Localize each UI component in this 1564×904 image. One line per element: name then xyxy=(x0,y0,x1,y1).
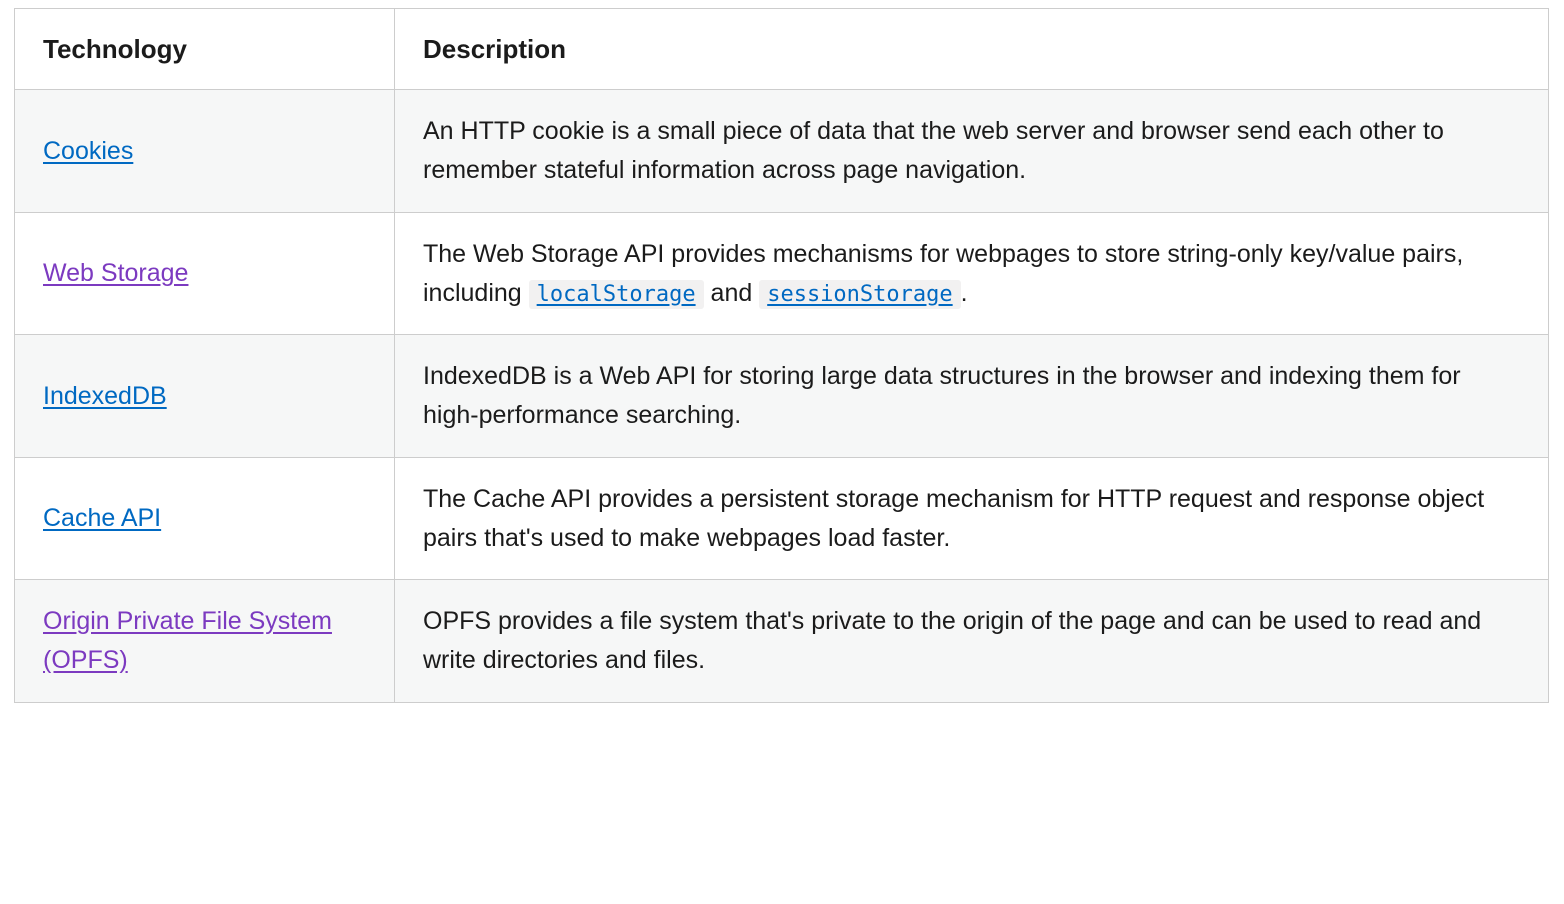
link-cookies[interactable]: Cookies xyxy=(43,136,134,165)
table-row xyxy=(15,335,1549,458)
storage-technologies-table xyxy=(14,8,1549,703)
table-header-row xyxy=(15,9,1549,90)
table-body xyxy=(15,90,1549,703)
link-cache-api[interactable]: Cache API xyxy=(43,504,162,533)
cell-technology xyxy=(15,212,395,335)
cell-description xyxy=(395,457,1549,580)
table-row xyxy=(15,580,1549,703)
table-row xyxy=(15,90,1549,213)
link-origin-private-file-system[interactable]: Origin Private File System (OPFS) xyxy=(43,607,332,675)
link-web-storage[interactable]: Web Storage xyxy=(43,259,189,288)
description-text: IndexedDB is a Web API for storing large data structures in the browser and indexing them for high-performance searching. xyxy=(423,362,1461,430)
cell-technology xyxy=(15,457,395,580)
cell-technology xyxy=(15,90,395,213)
description-segment: . xyxy=(960,278,968,307)
description-text: An HTTP cookie is a small piece of data that the web server and browser send each other to remember stateful information across page navigation. xyxy=(423,117,1444,185)
cell-description xyxy=(395,335,1549,458)
cell-description xyxy=(395,90,1549,213)
cell-description xyxy=(395,580,1549,703)
description-text xyxy=(423,235,1520,313)
column-header-description: Description xyxy=(395,9,1549,90)
description-text: The Cache API provides a persistent storage mechanism for HTTP request and response object pairs that's used to make webpages load faster. xyxy=(423,484,1485,552)
table-row xyxy=(15,457,1549,580)
column-header-technology: Technology xyxy=(15,9,395,90)
description-segment: and xyxy=(703,278,760,307)
description-text: OPFS provides a file system that's private to the origin of the page and can be used to read and write directories and files. xyxy=(423,607,1482,675)
cell-technology xyxy=(15,580,395,703)
code-sessionstorage[interactable]: sessionStorage xyxy=(759,280,960,309)
description-segment: The Web Storage API provides mechanisms for webpages to store string-only key/value pairs, including xyxy=(423,239,1464,307)
cell-technology xyxy=(15,335,395,458)
code-localstorage[interactable]: localStorage xyxy=(529,280,704,309)
link-indexeddb[interactable]: IndexedDB xyxy=(43,381,167,410)
table-head xyxy=(15,9,1549,90)
cell-description xyxy=(395,212,1549,335)
table-row xyxy=(15,212,1549,335)
